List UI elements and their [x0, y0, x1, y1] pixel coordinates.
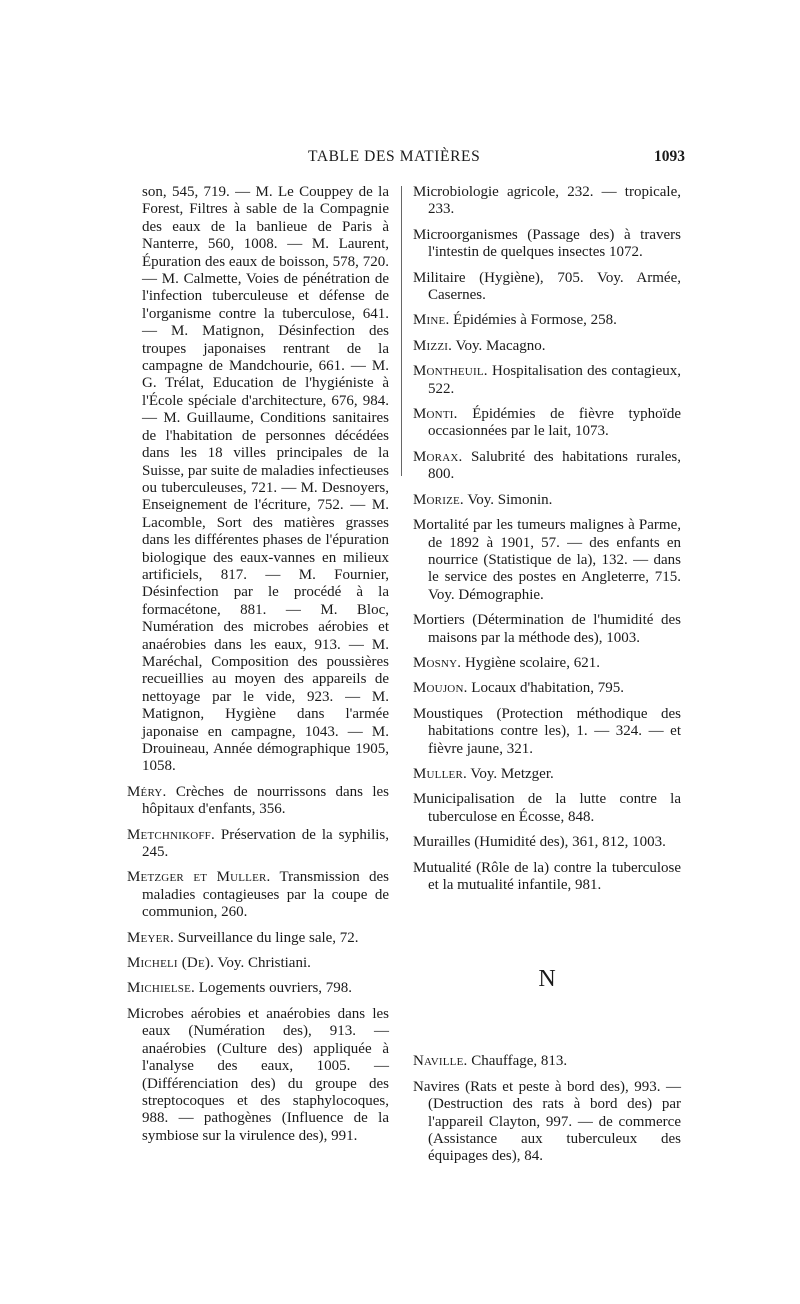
page-header — [300, 148, 685, 170]
entry-text: Préservation de la syphilis, 245. — [142, 826, 390, 861]
index-entry — [127, 784, 389, 819]
entry-text: son, 545, 719. — M. Le Couppey de la Forest, Filtres à sable de la Compagnie des eaux de la banlieue de Paris à Nanterre, 560, 1008. — M. Laurent, Épuration des eaux de boisson, 578, 720. — M. Calmette, Voies de pénétration de l'infection tuberculeuse et défense de l'organisme contre la tuberculose, 641. — M. Matignon, Désinfection des troupes japonaises rentrant de la campagne de Mandchourie, 661. — M. G. Trélat, Education de l'hygiéniste à l'École spéciale d'architecture, 676, 984. — M. Guillaume, Conditions sanitaires de l'habitation de personnes décédées dans les 18 villes principales de la Suisse, par suite de maladies infectieuses ou tuberculeuses, 721. — M. Desnoyers, Enseignement de l'écriture, 752. — M. Lacomble, Sort des matières grasses dans les différentes phases de l'épuration biologique des eaux-vannes en milieux artificiels, 817. — M. Fournier, Désinfection par le procédé à la formacétone, 881. — M. Bloc, Numération des microbes aérobies et anaérobies dans les eaux, 913. — M. Maréchal, Composition des poussières recueillies au moyen des appareils de nettoyage par le vide, 923. — M. Matignon, Hygiène dans l'armée japonaise en campagne, 1043. — M. Drouineau, Année démographique 1905, 1058. — [142, 184, 389, 775]
entry-author: Naville. — [413, 1053, 468, 1070]
entry-author: Mizzi. — [413, 337, 453, 354]
entry-text: Voy. Macagno. — [455, 337, 546, 354]
right-column — [413, 184, 681, 1174]
index-entry — [413, 860, 681, 895]
entry-text: Moustiques (Protection méthodique des habitations contre les), 1. — 324. — et fièvre jaune, 321. — [413, 705, 681, 757]
index-entry — [413, 449, 681, 484]
entry-text: Murailles (Humidité des), 361, 812, 1003. — [413, 834, 666, 851]
index-entry — [413, 766, 681, 783]
index-entry — [127, 955, 389, 972]
index-entry — [413, 363, 681, 398]
entry-text: Voy. Christiani. — [217, 955, 311, 972]
right-column-entries-n — [413, 1053, 681, 1165]
entry-text: Voy. Simonin. — [467, 491, 553, 508]
index-entry — [413, 680, 681, 697]
column-divider — [401, 186, 402, 476]
index-entry — [413, 184, 681, 219]
right-column-entries — [413, 184, 681, 894]
index-entry — [127, 869, 389, 921]
entry-text: Mortalité par les tumeurs malignes à Parme, de 1892 à 1901, 57. — des enfants en nourrice (Statistique de la), 132. — dans le service des postes en Angleterre, 715. Voy. Démographie. — [413, 517, 681, 603]
entry-text: Militaire (Hygiène), 705. Voy. Armée, Casernes. — [413, 269, 681, 304]
section-letter: N — [538, 966, 556, 993]
entry-author: Metzger et Muller. — [127, 869, 271, 886]
entry-text: Mutualité (Rôle de la) contre la tuberculose et la mutualité infantile, 981. — [413, 859, 681, 893]
entry-text: Voy. Metzger. — [470, 765, 554, 782]
index-entry — [413, 834, 681, 851]
entry-author: Morax. — [413, 448, 463, 465]
index-entry — [127, 1006, 389, 1145]
entry-text: Transmission des maladies contagieuses par la coupe de communion, 260. — [142, 869, 389, 921]
index-entry — [413, 338, 681, 355]
entry-text: Municipalisation de la lutte contre la tuberculose en Écosse, 848. — [413, 791, 681, 825]
entry-text: Navires (Rats et peste à bord des), 993. — (Destruction des rats à bord des) par l'appareil Clayton, 997. — de commerce (Assistance aux tuberculeux des équipages des), 84. — [413, 1078, 681, 1165]
running-title: TABLE DES MATIÈRES — [308, 148, 481, 165]
entry-text: Épidémies de fièvre typhoïde occasionnées par le lait, 1073. — [428, 406, 681, 440]
index-entry — [413, 492, 681, 509]
entry-author: Muller. — [413, 765, 467, 782]
entry-author: Méry. — [127, 783, 167, 800]
entry-author: Monti. — [413, 406, 458, 423]
index-entry — [413, 227, 681, 262]
index-entry — [127, 184, 389, 776]
left-column — [127, 184, 389, 1153]
entry-text: Microorganismes (Passage des) à travers l'intestin de quelques insectes 1072. — [413, 226, 681, 261]
index-entry — [413, 612, 681, 647]
entry-text: Chauffage, 813. — [471, 1053, 568, 1070]
entry-author: Montheuil. — [413, 363, 488, 380]
index-entry — [413, 706, 681, 758]
entry-author: Michielse. — [127, 980, 195, 997]
entry-author: Moujon. — [413, 680, 468, 697]
entry-text: Crèches de nourrissons dans les hôpitaux d'enfants, 356. — [142, 783, 389, 818]
entry-text: Microbiologie agricole, 232. — tropicale, 233. — [413, 184, 681, 218]
entry-text: Microbes aérobies et anaérobies dans les eaux (Numération des), 913. — anaérobies (Culture des) appliquée à l'analyse des eaux, 1005. — (Différenciation des) du groupe des streptocoques et des staphylocoques, 988. — pathogènes (Influence de la symbiose sur la virulence des), 991. — [127, 1005, 389, 1144]
index-entry — [127, 827, 389, 862]
entry-author: Mine. — [413, 312, 450, 329]
page-number: 1093 — [654, 148, 685, 165]
entry-author: Micheli (De). — [127, 955, 215, 972]
entry-author: Mosny. — [413, 654, 462, 671]
entry-author: Morize. — [413, 491, 464, 508]
entry-text: Logements ouvriers, 798. — [198, 980, 353, 997]
index-entry — [413, 1053, 681, 1070]
index-entry — [413, 406, 681, 441]
index-entry — [127, 930, 389, 947]
index-entry — [413, 1079, 681, 1166]
index-entry — [413, 312, 681, 329]
index-entry — [413, 655, 681, 672]
index-entry — [413, 517, 681, 604]
index-entry — [127, 980, 389, 997]
entry-text: Surveillance du linge sale, 72. — [177, 929, 359, 946]
entry-author: Meyer. — [127, 929, 175, 946]
entry-author: Metchnikoff. — [127, 826, 215, 843]
index-entry — [413, 270, 681, 305]
entry-text: Hygiène scolaire, 621. — [465, 654, 600, 671]
index-entry — [413, 791, 681, 826]
entry-text: Salubrité des habitations rurales, 800. — [428, 448, 681, 483]
entry-text: Mortiers (Détermination de l'humidité des maisons par la méthode des), 1003. — [413, 612, 681, 646]
entry-text: Hospitalisation des contagieux, 522. — [428, 363, 681, 397]
entry-text: Locaux d'habitation, 795. — [471, 680, 624, 697]
entry-text: Épidémies à Formose, 258. — [453, 312, 617, 329]
